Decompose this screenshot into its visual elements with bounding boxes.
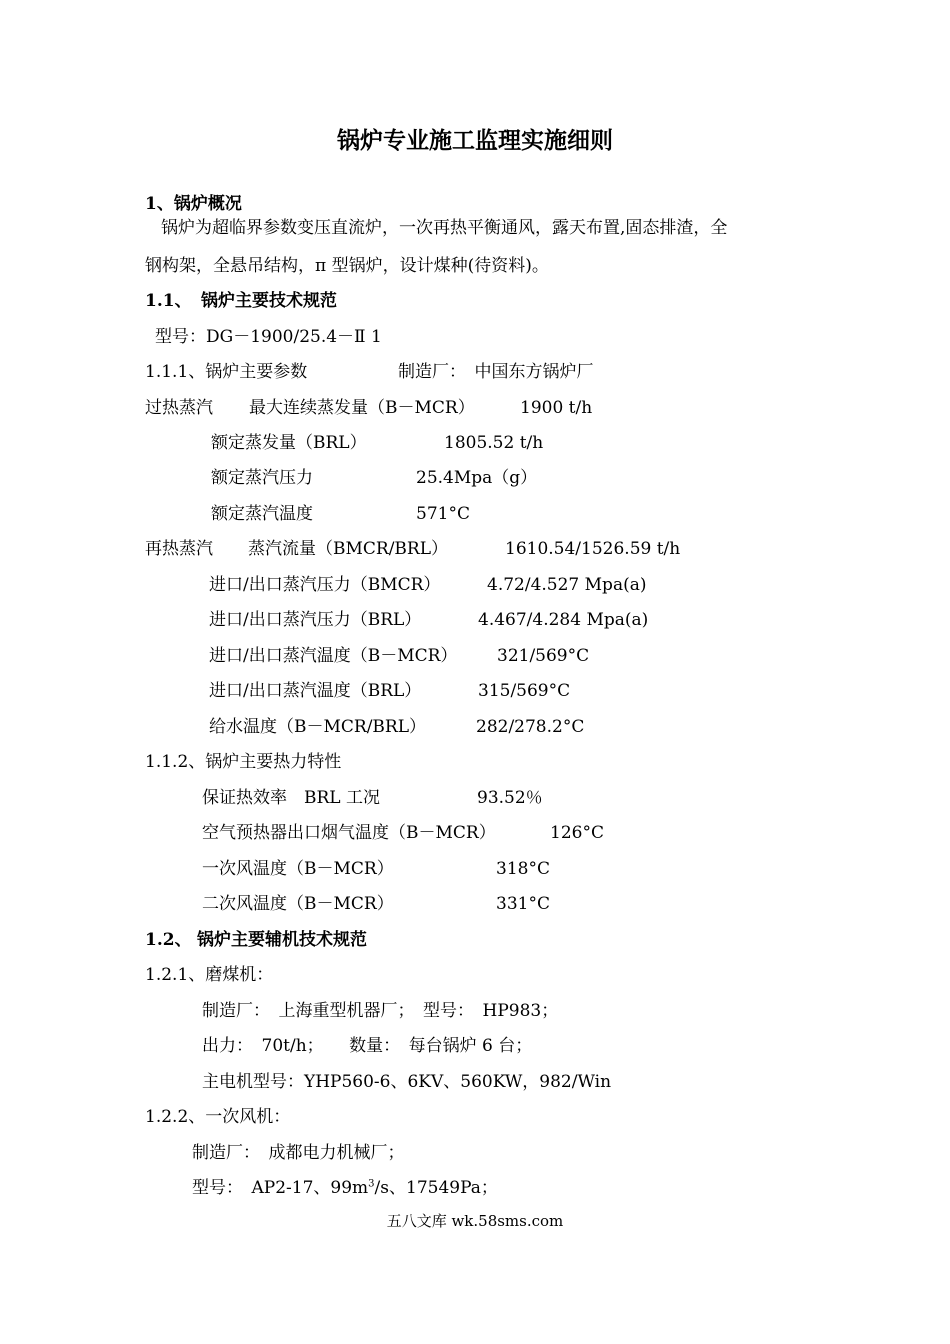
param-name: 额定蒸汽温度 <box>211 504 313 524</box>
param-name: 额定蒸发量（BRL） <box>211 433 367 453</box>
mill-line-1: 制造厂： 上海重型机器厂； 型号： HP983； <box>202 1001 559 1021</box>
param-value: 4.467/4.284 Mpa(a) <box>478 610 649 630</box>
param-name: 进口/出口蒸汽温度（BRL） <box>209 681 422 701</box>
section-1-paragraph-line-2: 钢构架，全悬吊结构，π 型锅炉，设计煤种(待资料)。 <box>145 256 549 276</box>
param-name: 额定蒸汽压力 <box>211 468 313 488</box>
superheated-steam-label: 过热蒸汽 <box>145 398 213 418</box>
param-name: 进口/出口蒸汽压力（BMCR） <box>209 575 441 595</box>
param-value: 1805.52 t/h <box>444 433 544 453</box>
thermal-name: 一次风温度（B－MCR） <box>202 859 394 879</box>
mill-line-2: 出力： 70t/h； 数量： 每台锅炉 6 台； <box>202 1036 533 1056</box>
section-1-2-1-heading: 1.2.1、磨煤机： <box>145 965 274 985</box>
fan-model-text: 型号： AP2-17、99m <box>192 1178 369 1198</box>
section-1-2-heading-text: 锅炉主要辅机技术规范 <box>197 930 367 950</box>
thermal-name: 空气预热器出口烟气温度（B－MCR） <box>202 823 496 843</box>
manufacturer-line: 制造厂： 中国东方锅炉厂 <box>398 362 594 382</box>
param-name: 蒸汽流量（BMCR/BRL） <box>248 539 449 559</box>
document-title: 锅炉专业施工监理实施细则 <box>337 127 613 154</box>
thermal-name: 二次风温度（B－MCR） <box>202 894 394 914</box>
param-value: 1900 t/h <box>520 398 593 418</box>
param-value: 321/569°C <box>497 646 590 666</box>
param-value: 4.72/4.527 Mpa(a) <box>487 575 647 595</box>
superscript: 3 <box>368 1178 375 1190</box>
fan-line-2 <box>192 1177 498 1199</box>
boiler-model: 型号：DG－1900/25.4－Ⅱ 1 <box>155 327 382 347</box>
thermal-value: 126°C <box>550 823 604 843</box>
param-value: 571°C <box>416 504 470 524</box>
param-name: 进口/出口蒸汽温度（B－MCR） <box>209 646 458 666</box>
section-1-paragraph-line-1: 锅炉为超临界参数变压直流炉，一次再热平衡通风，露天布置,固态排渣，全 <box>161 218 728 238</box>
mill-line-3: 主电机型号：YHP560-6、6KV、560KW，982/Win <box>202 1072 612 1092</box>
fan-model-text-end: /s、17549Pa； <box>374 1178 498 1198</box>
param-name: 最大连续蒸发量（B－MCR） <box>249 398 475 418</box>
thermal-value: 318°C <box>496 859 550 879</box>
reheat-steam-label: 再热蒸汽 <box>145 539 213 559</box>
section-1-1-heading-text: 锅炉主要技术规范 <box>201 291 337 311</box>
section-1-heading: 1、锅炉概况 <box>145 194 242 214</box>
param-value: 315/569°C <box>478 681 571 701</box>
thermal-value: 331°C <box>496 894 550 914</box>
thermal-name: 保证热效率 BRL 工况 <box>202 788 380 808</box>
section-1-2-heading-number: 1.2、 <box>145 930 192 950</box>
section-1-1-2-heading: 1.1.2、锅炉主要热力特性 <box>145 752 342 772</box>
param-value: 1610.54/1526.59 t/h <box>505 539 681 559</box>
param-value: 25.4Mpa（g） <box>416 468 538 488</box>
footer-watermark: 五八文库 wk.58sms.com <box>386 1212 564 1230</box>
section-1-2-2-heading: 1.2.2、一次风机： <box>145 1107 291 1127</box>
param-name: 进口/出口蒸汽压力（BRL） <box>209 610 422 630</box>
param-value: 282/278.2°C <box>476 717 585 737</box>
section-1-1-1-heading: 1.1.1、锅炉主要参数 <box>145 362 308 382</box>
thermal-value: 93.52％ <box>477 788 543 808</box>
fan-line-1: 制造厂： 成都电力机械厂； <box>192 1143 405 1163</box>
section-1-1-heading-number: 1.1、 <box>145 291 192 311</box>
param-name: 给水温度（B－MCR/BRL） <box>209 717 427 737</box>
